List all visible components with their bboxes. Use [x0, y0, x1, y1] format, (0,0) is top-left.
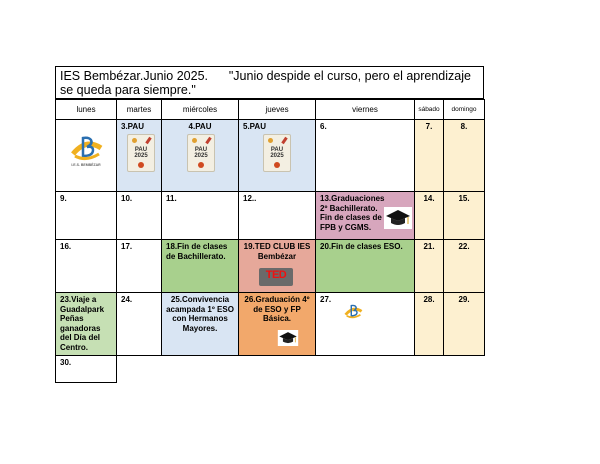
pau-exam-icon: PAU 2025 [263, 134, 291, 172]
day-label: 13.Graduaciones 2º Bachillerato. [320, 194, 385, 213]
day-label: 6. [320, 122, 327, 131]
day-cell-25 [161, 292, 239, 356]
day-label: 22. [458, 242, 470, 251]
day-label: 21. [423, 242, 435, 251]
calendar-title [55, 66, 484, 99]
day-cell-6 [315, 119, 415, 192]
day-cell-4 [161, 119, 239, 192]
day-label: 10. [121, 194, 133, 203]
graduation-cap-icon [384, 207, 412, 229]
day-cell-28 [414, 292, 444, 356]
day-cell-13 [315, 191, 415, 240]
day-label: 30. [60, 358, 72, 367]
day-label: 8. [460, 122, 468, 131]
title-quote: "Junio despide el curso, pero el aprendizaje se queda para siempre." [60, 69, 471, 97]
school-logo [341, 303, 365, 323]
day-cell-5 [238, 119, 316, 192]
day-cell-18 [161, 239, 239, 293]
school-month: IES Bembézar.Junio 2025. [60, 69, 209, 83]
header-jueves: jueves [238, 99, 316, 120]
day-cell-14 [414, 191, 444, 240]
day-label: 25.Convivencia acampada 1º ESO con Hermanos Mayores. [166, 295, 234, 333]
day-label: 19.TED CLUB IES Bembézar [243, 242, 311, 261]
day-label: 12.. [243, 194, 257, 203]
day-label: 15. [458, 194, 470, 203]
ted-logo: TED [259, 268, 293, 286]
day-label: 7. [425, 122, 433, 131]
day-cell-22 [443, 239, 485, 293]
day-label: 28. [423, 295, 435, 304]
day-cell-20 [315, 239, 415, 293]
day-cell-15 [443, 191, 485, 240]
day-cell-12 [238, 191, 316, 240]
day-label: 24. [121, 295, 133, 304]
day-label: 3.PAU [121, 122, 144, 131]
day-cell-19 [238, 239, 316, 293]
day-label: 18.Fin de clases de Bachillerato. [166, 242, 228, 261]
day-cell-27 [315, 292, 415, 356]
day-note: Fin de clases de FPB y CGMS. [320, 213, 382, 232]
graduation-cap-icon [277, 330, 299, 346]
day-cell-8 [443, 119, 485, 192]
day-cell-16 [55, 239, 117, 293]
day-label: 5.PAU [243, 122, 266, 131]
school-logo [65, 134, 107, 168]
day-label: 26.Graduación 4º de ESO y FP Básica. [244, 295, 310, 323]
header-lunes: lunes [55, 99, 117, 120]
day-cell-empty-lunes [55, 119, 117, 192]
day-cell-9 [55, 191, 117, 240]
day-label: 14. [423, 194, 435, 203]
pau-exam-icon: PAU 2025 [127, 134, 155, 172]
day-label: 27. [320, 295, 332, 304]
day-cell-24 [116, 292, 162, 356]
day-cell-23 [55, 292, 117, 356]
day-cell-29 [443, 292, 485, 356]
day-label: 11. [166, 194, 177, 203]
pau-exam-icon: PAU 2025 [187, 134, 215, 172]
day-label: 17. [121, 242, 133, 251]
header-domingo: domingo [443, 99, 485, 120]
day-cell-30 [55, 355, 117, 383]
day-label: 16. [60, 242, 72, 251]
svg-text:I.E.S. BEMBÉZAR: I.E.S. BEMBÉZAR [71, 163, 101, 167]
day-cell-17 [116, 239, 162, 293]
day-cell-10 [116, 191, 162, 240]
day-label: 9. [60, 194, 67, 203]
day-label: 29. [458, 295, 470, 304]
day-label: 23.Viaje a Guadalpark Peñas ganadoras del Día del Centro. [60, 295, 105, 352]
header-miercoles: miércoles [161, 99, 239, 120]
header-sabado: sábado [414, 99, 444, 120]
day-label: 4.PAU [188, 122, 212, 131]
header-viernes: viernes [315, 99, 415, 120]
day-cell-11 [161, 191, 239, 240]
header-martes: martes [116, 99, 162, 120]
day-label: 20.Fin de clases ESO. [320, 242, 403, 251]
day-cell-3 [116, 119, 162, 192]
day-cell-21 [414, 239, 444, 293]
day-cell-7 [414, 119, 444, 192]
day-cell-26 [238, 292, 316, 356]
